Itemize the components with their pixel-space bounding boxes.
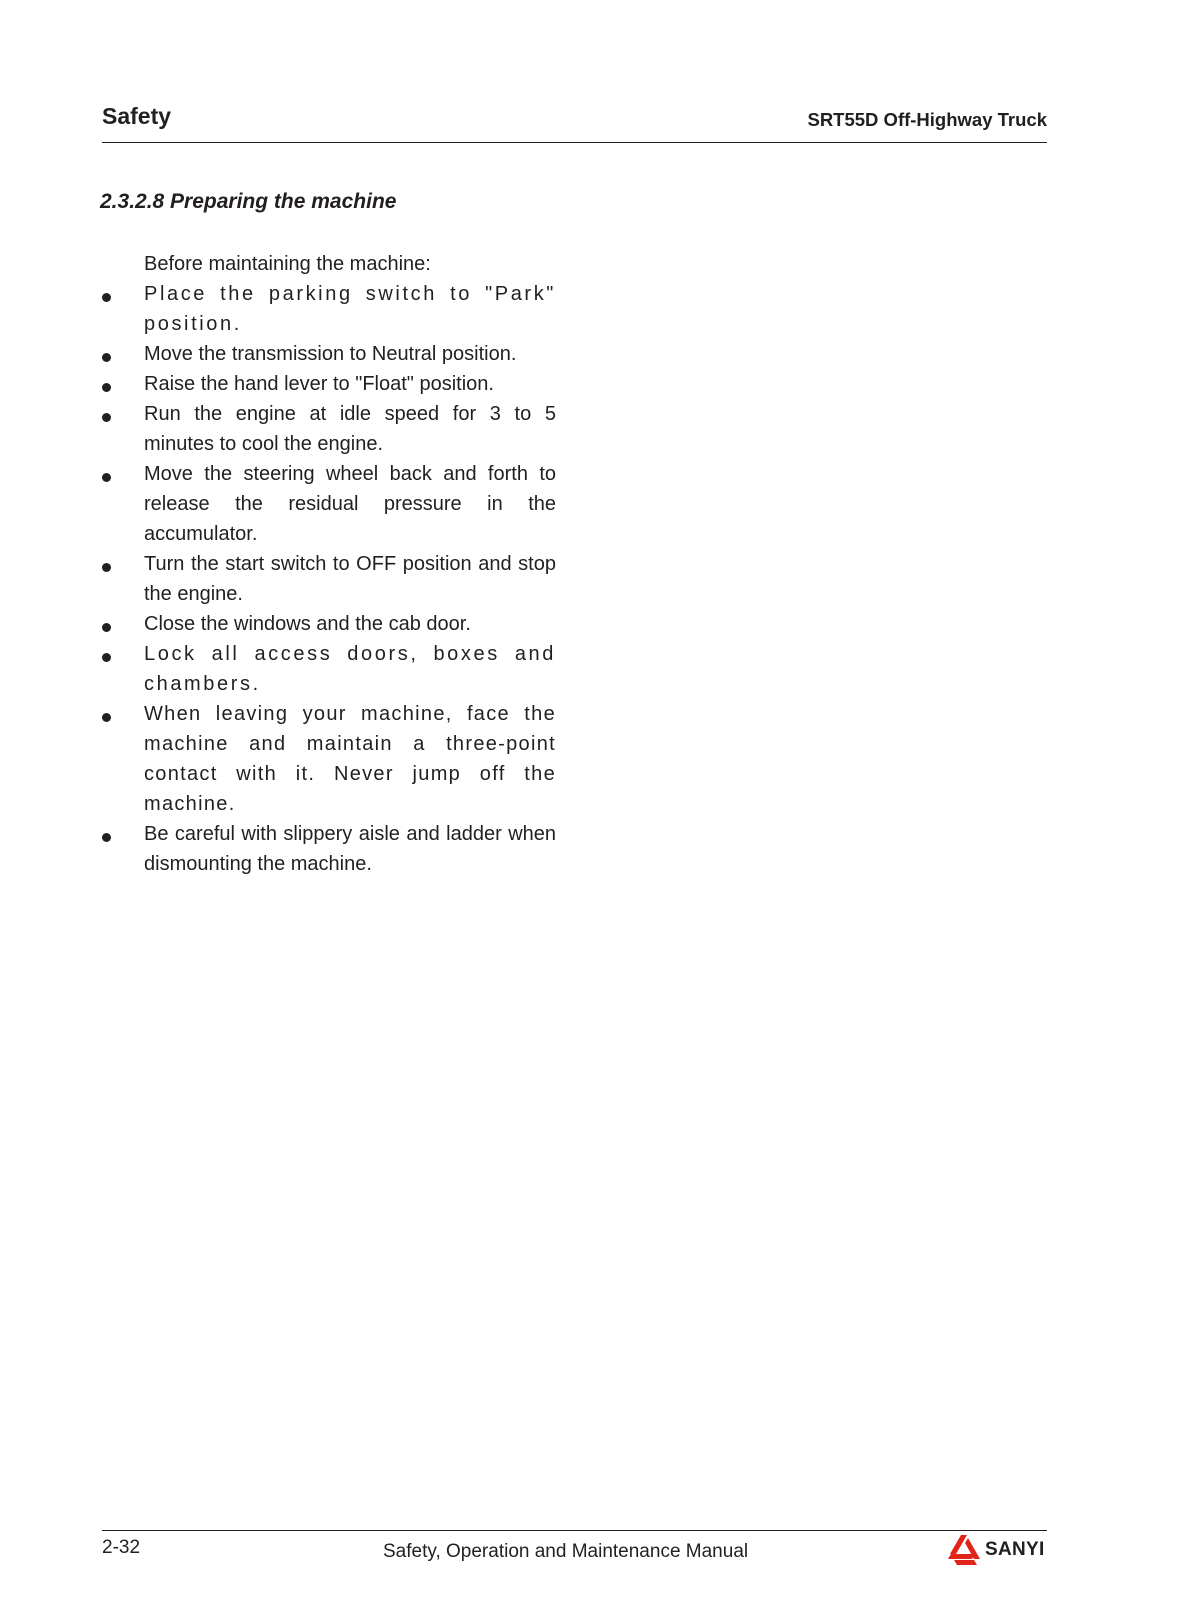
list-item-text: Move the transmission to Neutral position. — [144, 343, 517, 365]
list-item — [102, 279, 556, 339]
list-item — [102, 819, 556, 879]
list-item-text: Be careful with slippery aisle and ladder when dismounting the machine. — [144, 823, 556, 875]
list-item — [102, 639, 556, 699]
section-body — [102, 249, 556, 879]
list-item — [102, 369, 556, 399]
precaution-list — [102, 279, 556, 879]
list-item — [102, 459, 556, 549]
list-item-text: Close the windows and the cab door. — [144, 613, 471, 635]
bullet-icon — [102, 713, 111, 722]
footer-divider — [102, 1530, 1047, 1531]
bullet-icon — [102, 563, 111, 572]
bullet-icon — [102, 473, 111, 482]
sanyi-logo — [947, 1533, 1045, 1567]
list-item-text: When leaving your machine, face the machine and maintain a three-point contact with it. Never jump off the machine. — [144, 703, 556, 815]
list-item — [102, 399, 556, 459]
list-item-text: Place the parking switch to "Park" position. — [144, 283, 556, 335]
bullet-icon — [102, 383, 111, 392]
logo-wordmark: SANYI — [985, 1539, 1045, 1560]
intro-text: Before maintaining the machine: — [144, 253, 431, 275]
list-item-text: Turn the start switch to OFF position and stop the engine. — [144, 553, 556, 605]
header-section-title: Safety — [102, 103, 172, 129]
list-item — [102, 609, 556, 639]
sanyi-logo-icon — [947, 1534, 981, 1566]
section-heading: 2.3.2.8 Preparing the machine — [100, 190, 397, 213]
list-item-text: Raise the hand lever to "Float" position. — [144, 373, 494, 395]
manual-title: Safety, Operation and Maintenance Manual — [383, 1541, 749, 1562]
list-item — [102, 699, 556, 819]
page-number: 2-32 — [102, 1537, 141, 1558]
bullet-icon — [102, 623, 111, 632]
list-item-text: Move the steering wheel back and forth to release the residual pressure in the accumulator. — [144, 463, 556, 545]
header-product-name: SRT55D Off-Highway Truck — [807, 109, 1047, 130]
bullet-icon — [102, 413, 111, 422]
list-item-text: Lock all access doors, boxes and chambers. — [144, 643, 556, 695]
bullet-icon — [102, 353, 111, 362]
bullet-icon — [102, 833, 111, 842]
bullet-icon — [102, 653, 111, 662]
bullet-icon — [102, 293, 111, 302]
list-item-text: Run the engine at idle speed for 3 to 5 minutes to cool the engine. — [144, 403, 556, 455]
list-item — [102, 549, 556, 609]
list-item — [102, 339, 556, 369]
header-divider — [102, 142, 1047, 143]
